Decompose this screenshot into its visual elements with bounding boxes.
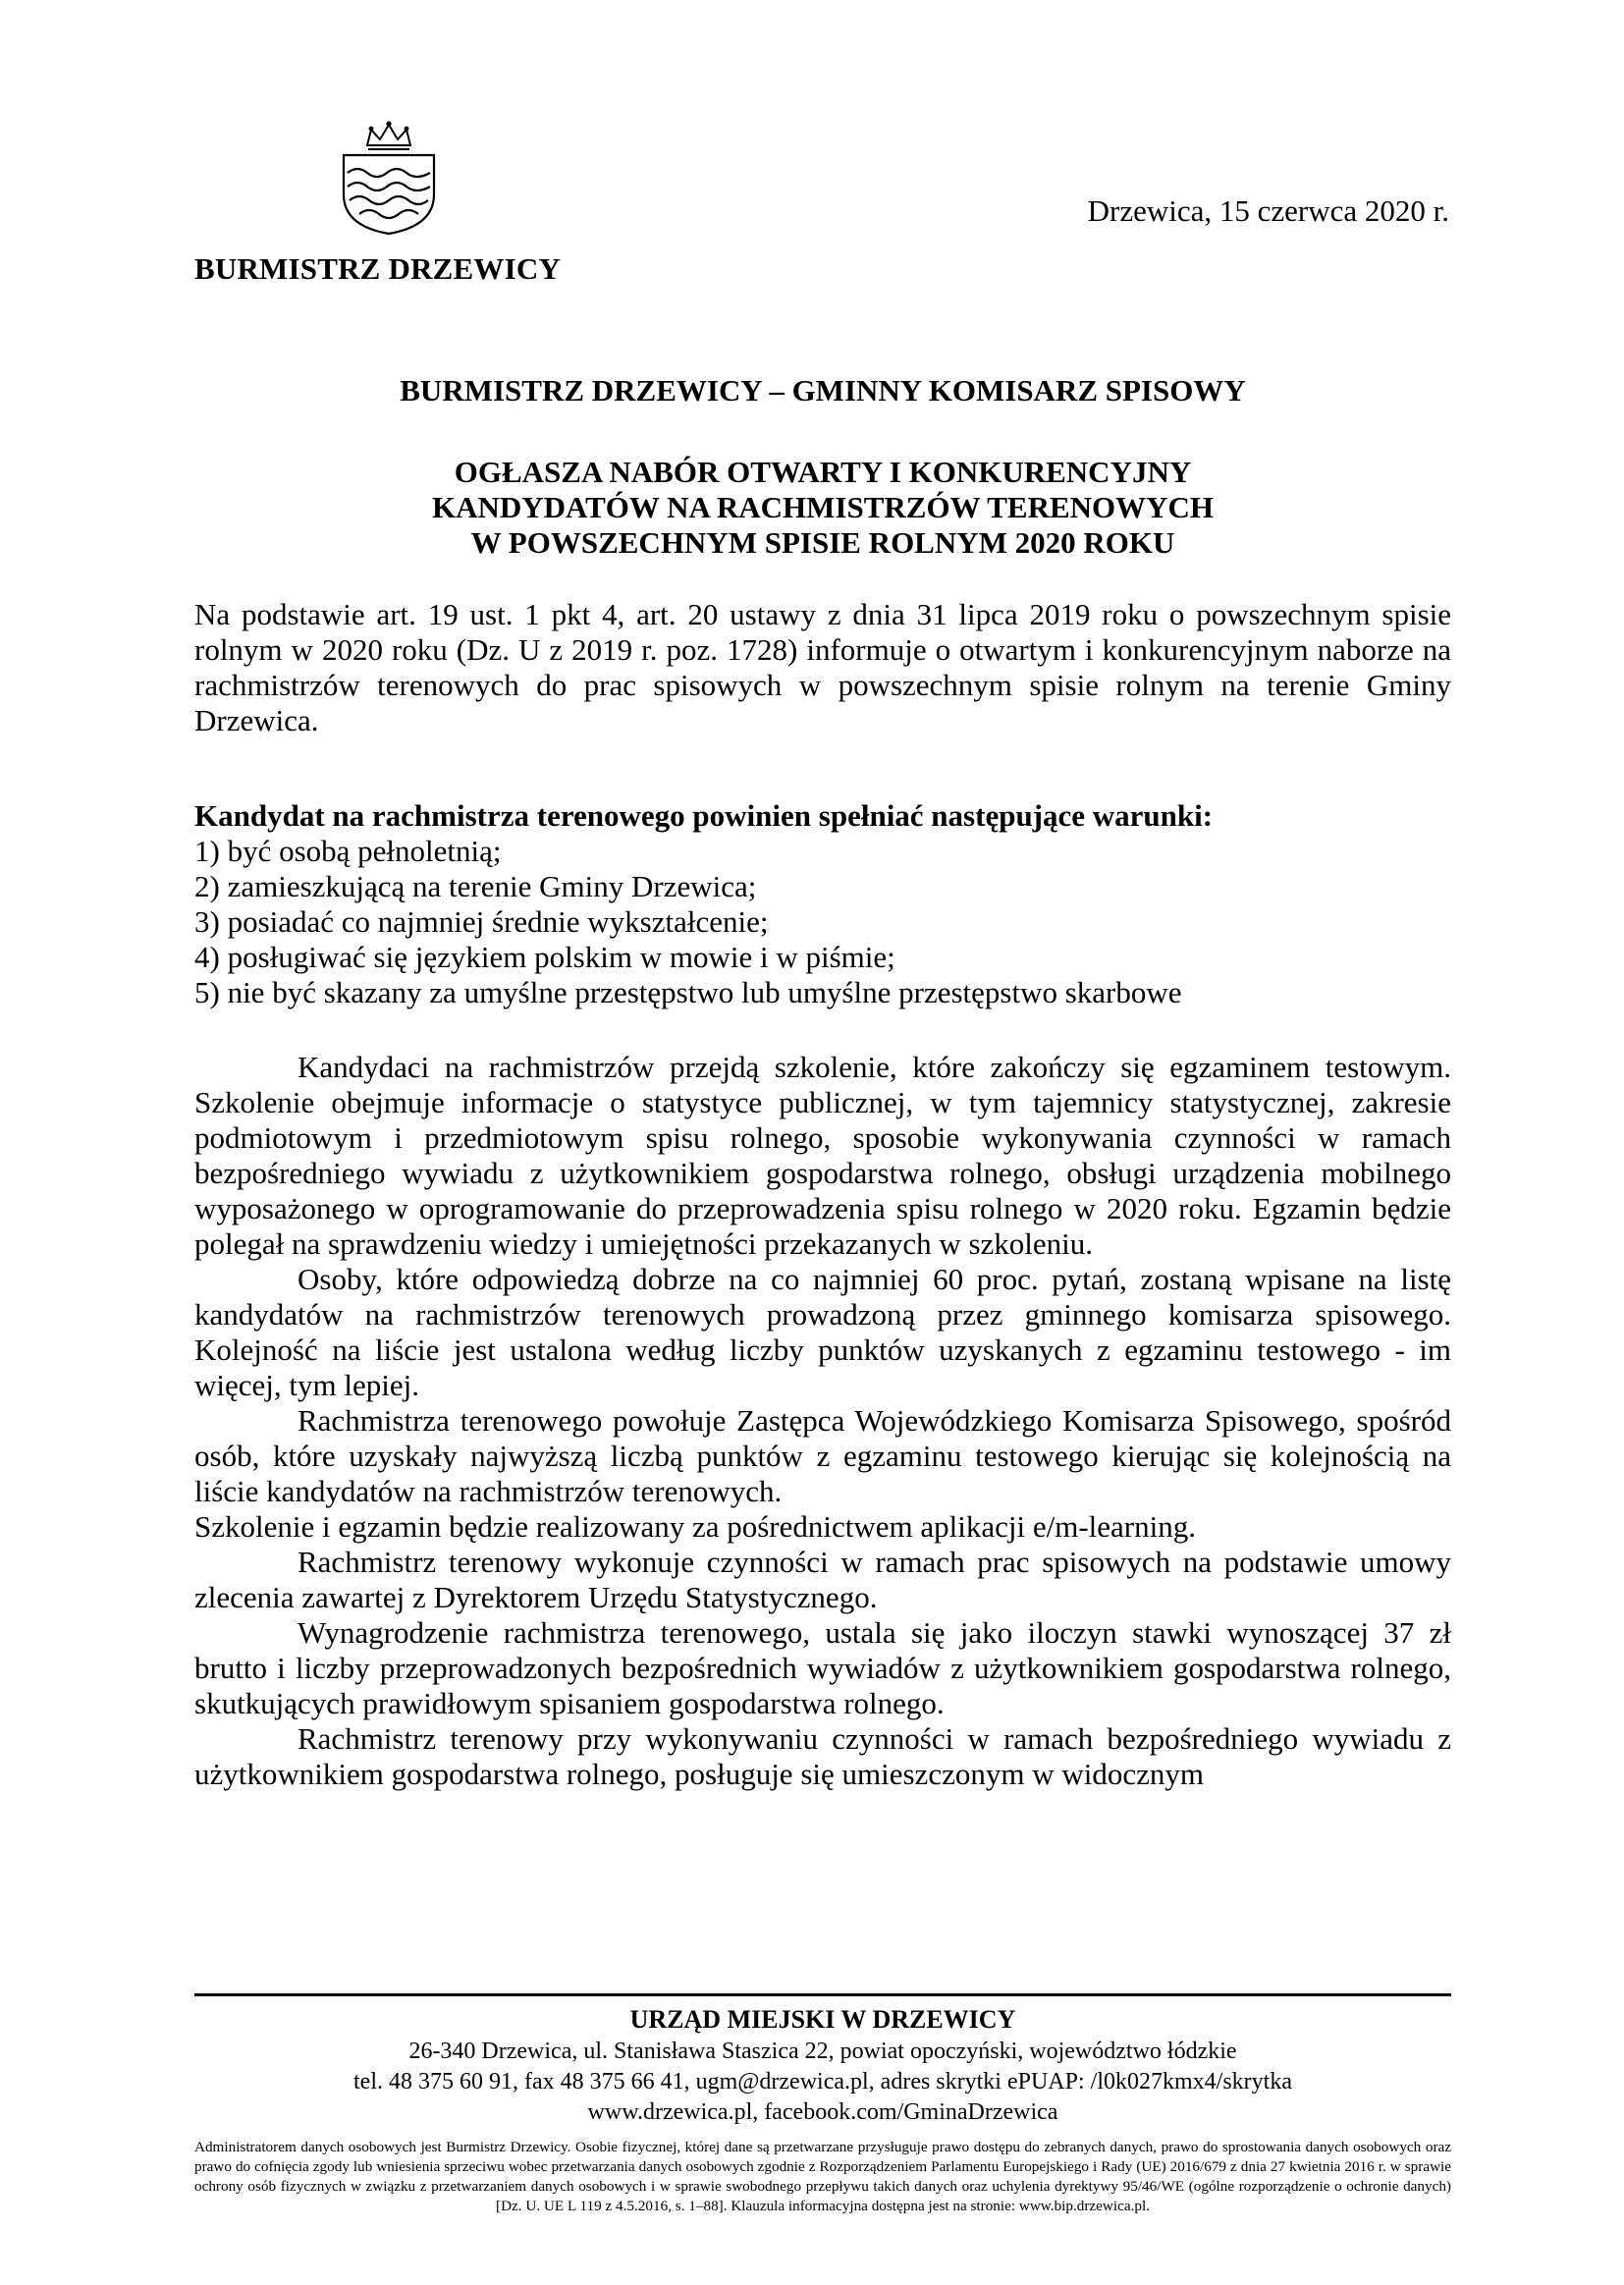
condition-item: 5) nie być skazany za umyślne przestępstwo lub umyślne przestępstwo skarbowe: [194, 975, 1182, 1009]
paragraph-appointment: Rachmistrza terenowego powołuje Zastępca Wojewódzkiego Komisarza Spisowego, spośród osób, które uzyskały najwyższą liczbą punktów z egzaminu testowego kierując się kolejnością na liście kandydatów na rachmistrzów terenowych.: [194, 1403, 1451, 1508]
footer-contact: tel. 48 375 60 91, fax 48 375 66 41, ugm@drzewica.pl, adres skrytki ePUAP: /l0k027kmx4/skrytka: [353, 2069, 1292, 2095]
heading-authority: BURMISTRZ DRZEWICY – GMINNY KOMISARZ SPISOWY: [400, 373, 1246, 408]
intro-section: [194, 597, 1451, 738]
main-text: [194, 1050, 1451, 1792]
condition-item: 1) być osobą pełnoletnią;: [194, 834, 502, 868]
condition-item: 4) posługiwać się językiem polskim w mowie i w piśmie;: [194, 940, 895, 974]
announcement-title: [194, 455, 1451, 561]
footer-privacy-notice: Administratorem danych osobowych jest Burmistrz Drzewicy. Osobie fizycznej, której dane są przetwarzane przysługuje prawo dostępu do zebranych danych, prawo do sprostowania danych osobowych oraz prawo do cofnięcia zgody lub wniesienia sprzeciwu wobec przetwarzania danych osobowych zgodnie z Rozporządzeniem Parlamentu Europejskiego i Rady (UE) 2016/679 z dnia 27 kwietnia 2016 r. w sprawie ochrony osób fizycznych w związku z przetwarzaniem danych osobowych i w sprawie swobodnego przepływu takich danych oraz uchylenia dyrektywy 95/46/WE (ogólne rozporządzenie o ochronie danych) [Dz. U. UE L 119 z 4.5.2016, s. 1–88]. Klauzula informacyjna dostępna jest na stronie: www.bip.drzewica.pl.: [194, 2139, 1451, 2214]
conditions-title: Kandydat na rachmistrza terenowego powinien spełniać następujące warunki:: [194, 798, 1214, 833]
conditions-list: [194, 834, 1451, 1010]
footer: [194, 2003, 1451, 2216]
footer-divider: [194, 1993, 1451, 1996]
paragraph-identification: Rachmistrz terenowy przy wykonywaniu czynności w ramach bezpośredniego wywiadu z użytkownikiem gospodarstwa rolnego, posługuje się umieszczonym w widocznym: [194, 1721, 1451, 1791]
paragraph-candidate-list: Osoby, które odpowiedzą dobrze na co najmniej 60 proc. pytań, zostaną wpisane na listę kandydatów na rachmistrzów terenowych prowadzoną przez gminnego komisarza spisowego. Kolejność na liście jest ustalona według liczby punktów uzyskanych z egzaminu testowego - im więcej, tym lepiej.: [194, 1262, 1451, 1402]
footer-office-name: URZĄD MIEJSKI W DRZEWICY: [629, 2005, 1016, 2034]
footer-website: www.drzewica.pl, facebook.com/GminaDrzewica: [587, 2099, 1058, 2125]
paragraph-training: Kandydaci na rachmistrzów przejdą szkolenie, które zakończy się egzaminem testowym. Szkolenie obejmuje informacje o statystyce publicznej, w tym tajemnicy statystycznej, zakresie podmiotowym i przedmiotowym spisu rolnego, sposobie wykonywania czynności w ramach bezpośredniego wywiadu z użytkownikiem gospodarstwa rolnego, obsługi urządzenia mobilnego wyposażonego w oprogramowanie do przeprowadzenia spisu rolnego w 2020 roku. Egzamin będzie polegał na sprawdzeniu wiedzy i umiejętności przekazanych w szkoleniu.: [194, 1050, 1451, 1261]
footer-address: 26-340 Drzewica, ul. Stanisława Staszica 22, powiat opoczyński, województwo łódzkie: [408, 2039, 1237, 2064]
place-and-date: Drzewica, 15 czerwca 2020 r.: [1087, 193, 1449, 228]
intro-paragraph: Na podstawie art. 19 ust. 1 pkt 4, art. 20 ustawy z dnia 31 lipca 2019 roku o powszechnym spisie rolnym w 2020 roku (Dz. U z 2019 r. poz. 1728) informuje o otwartym i konkurencyjnym naborze na rachmistrzów terenowych do prac spisowych w powszechnym spisie rolnym na terenie Gminy Drzewica.: [194, 597, 1451, 737]
title-line: W POWSZECHNYM SPISIE ROLNYM 2020 ROKU: [470, 525, 1175, 560]
issuer-name: BURMISTRZ DRZEWICY: [194, 251, 562, 286]
conditions-section: [194, 798, 1451, 1010]
condition-item: 2) zamieszkującą na terenie Gminy Drzewica;: [194, 869, 757, 903]
title-line: OGŁASZA NABÓR OTWARTY I KONKURENCYJNY: [454, 455, 1192, 489]
paragraph-elearning: Szkolenie i egzamin będzie realizowany za pośrednictwem aplikacji e/m-learning.: [194, 1509, 1196, 1544]
title-line: KANDYDATÓW NA RACHMISTRZÓW TERENOWYCH: [431, 490, 1215, 524]
condition-item: 3) posiadać co najmniej średnie wykształcenie;: [194, 904, 769, 939]
paragraph-remuneration: Wynagrodzenie rachmistrza terenowego, ustala się jako iloczyn stawki wynoszącej 37 zł brutto i liczby przeprowadzonych bezpośrednich wywiadów z użytkownikiem gospodarstwa rolnego, skutkujących prawidłowym spisaniem gospodarstwa rolnego.: [194, 1615, 1451, 1720]
paragraph-contract: Rachmistrz terenowy wykonuje czynności w ramach prac spisowych na podstawie umowy zlecenia zawartej z Dyrektorem Urzędu Statystycznego.: [194, 1545, 1451, 1614]
coat-of-arms-icon: [338, 116, 440, 236]
